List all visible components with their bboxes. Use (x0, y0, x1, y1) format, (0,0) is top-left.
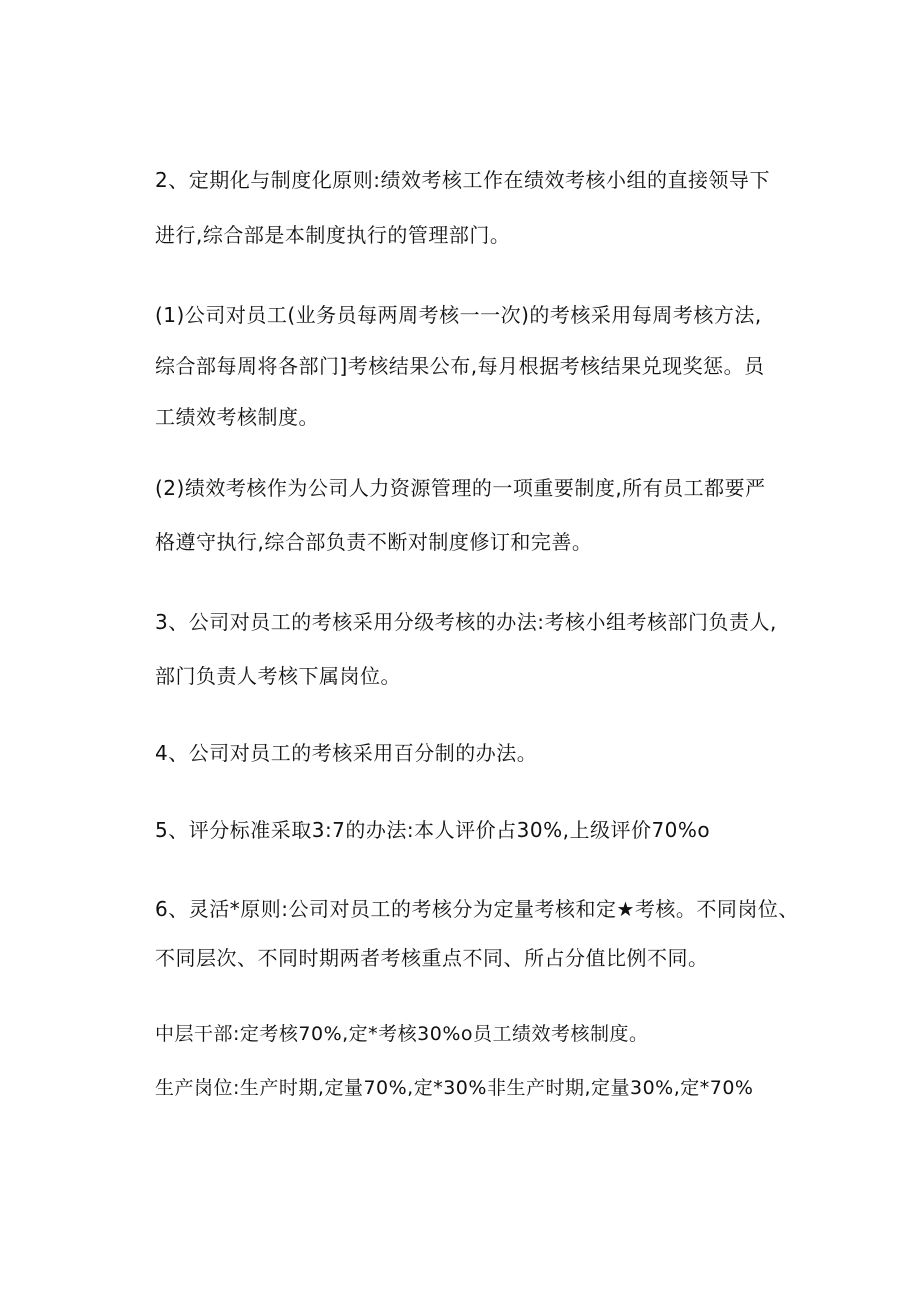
paragraph-2-1-line-3: 工绩效考核制度。 (155, 405, 319, 429)
paragraph-6-line-2: 不同层次、不同时期两者考核重点不同、所占分值比例不同。 (155, 946, 709, 970)
paragraph-4-line-1: 4、公司对员工的考核采用百分制的办法。 (155, 741, 538, 765)
paragraph-2-2-line-2: 格遵守执行,综合部负责不断对制度修订和完善。 (155, 530, 593, 554)
paragraph-2-line-1: 2、定期化与制度化原则:绩效考核工作在绩效考核小组的直接领导下 (155, 168, 770, 192)
paragraph-5-line-1: 5、评分标准采取3:7的办法:本人评价占30%,上级评价70%o (155, 818, 711, 842)
paragraph-3-line-2: 部门负责人考核下属岗位。 (155, 664, 401, 688)
paragraph-2-1-line-2: 综合部每周将各部门]考核结果公布,每月根据考核结果兑现奖惩。员 (155, 354, 765, 378)
production-post-line: 生产岗位:生产时期,定量70%,定*30%非生产时期,定量30%,定*70% (155, 1077, 754, 1099)
paragraph-2-line-2: 进行,综合部是本制度执行的管理部门。 (155, 223, 511, 247)
paragraph-6-line-1: 6、灵活*原则:公司对员工的考核分为定量考核和定★考核。不同岗位、 (155, 897, 799, 921)
paragraph-3-line-1: 3、公司对员工的考核采用分级考核的办法:考核小组考核部门负责人, (155, 610, 777, 634)
paragraph-2-2-line-1: (2)绩效考核作为公司人力资源管理的一项重要制度,所有员工都要严 (155, 476, 766, 500)
mid-level-cadre-line: 中层干部:定考核70%,定*考核30%o员工绩效考核制度。 (155, 1023, 649, 1045)
paragraph-2-1-line-1: (1)公司对员工(业务员每两周考核一一次)的考核采用每周考核方法, (155, 303, 762, 327)
